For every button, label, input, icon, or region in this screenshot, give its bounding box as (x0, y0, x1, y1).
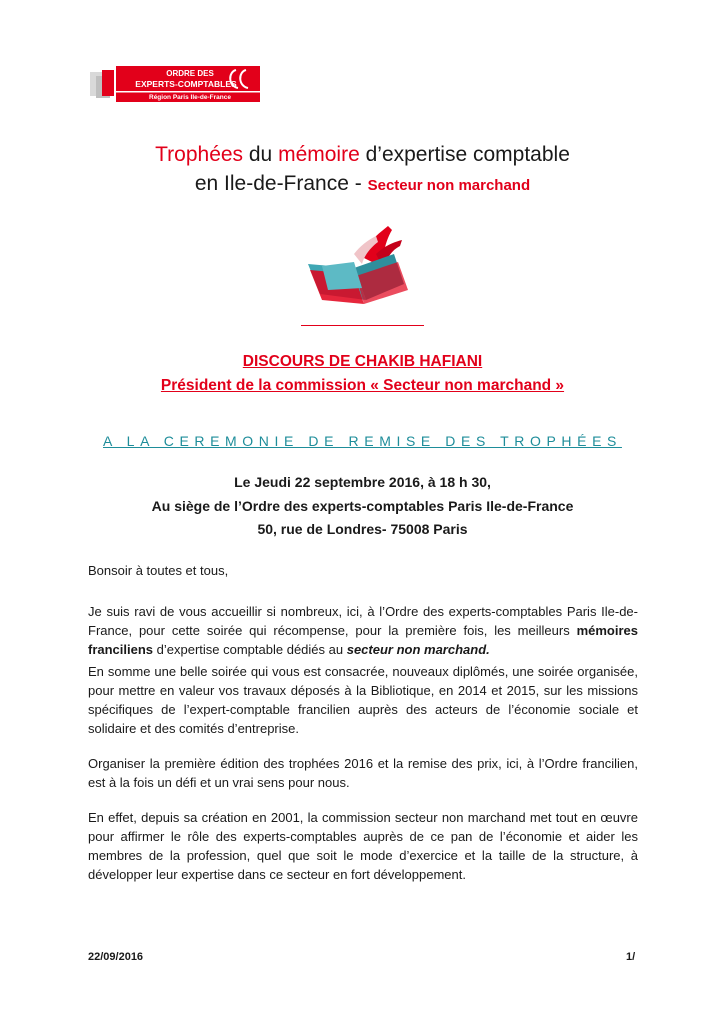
logo-line1: ORDRE DES (166, 69, 214, 78)
title-word-du: du (243, 143, 279, 166)
summary-paragraph: En somme une belle soirée qui vous est consacrée, nouveaux diplômés, une soirée organisée, pour mettre en valeur vos travaux déposés à la Bibliotique, en 2014 et 2015, sur les missions spécifiques de l’expert-comptable francilien auprès des acteurs de l’économie sociale et solidaire et des comités d’entreprise. (88, 664, 638, 736)
welcome-paragraph (88, 602, 638, 659)
title-word-memoire: mémoire (278, 143, 360, 166)
logo-line2: EXPERTS-COMPTABLES (135, 79, 237, 89)
title-divider (301, 325, 424, 326)
open-book-icon (302, 224, 420, 308)
welcome-emphasis: mémoires franciliens (88, 623, 638, 657)
title-word-expertise: d’expertise comptable (359, 143, 570, 166)
ordre-experts-comptables-logo (86, 66, 260, 102)
welcome-sector: secteur non marchand. (346, 642, 490, 657)
event-address: 50, rue de Londres- 75008 Paris (257, 521, 468, 537)
document-title-line1 (0, 142, 725, 168)
first-edition-paragraph: Organiser la première édition des trophées 2016 et la remise des prix, ici, à l’Ordre francilien, est à la fois un défi et un vrai sens pour nous. (88, 756, 638, 790)
speech-subheading: Président de la commission « Secteur non marchand » (160, 377, 565, 394)
event-venue: Au siège de l’Ordre des experts-comptables Paris Ile-de-France (151, 498, 574, 514)
welcome-text: Je suis ravi de vous accueillir si nombreux, ici, à l’Ordre des experts-comptables Paris Ile-de-France, pour cette soirée qui récompense, pour la première fois, les meilleurs (88, 604, 638, 638)
title-region: en Ile-de-France - (194, 172, 368, 195)
commission-paragraph: En effet, depuis sa création en 2001, la commission secteur non marchand met tout en œuvre pour affirmer le rôle des experts-comptables auprès de ce pan de l’économie et aider les membres de la profession, quel que soit le mode d’exercice et la taille de la structure, à développer leur expertise dans ce secteur en fort développement. (88, 810, 638, 882)
title-word-trophees: Trophées (155, 143, 244, 166)
event-date: Le Jeudi 22 septembre 2016, à 18 h 30, (234, 474, 491, 490)
welcome-text-2: d’expertise comptable dédiés au (153, 642, 347, 657)
footer-date: 22/09/2016 (88, 951, 144, 963)
speech-heading: DISCOURS DE CHAKIB HAFIANI (242, 353, 483, 370)
greeting-paragraph: Bonsoir à toutes et tous, (88, 563, 229, 578)
logo-line3: Région Paris Ile-de-France (149, 94, 231, 101)
ceremony-heading: A LA CEREMONIE DE REMISE DES TROPHÉES (103, 433, 622, 449)
footer-page-number: 1/ (626, 951, 636, 963)
document-title-line2 (0, 171, 725, 199)
title-sector: Secteur non marchand (367, 177, 531, 194)
